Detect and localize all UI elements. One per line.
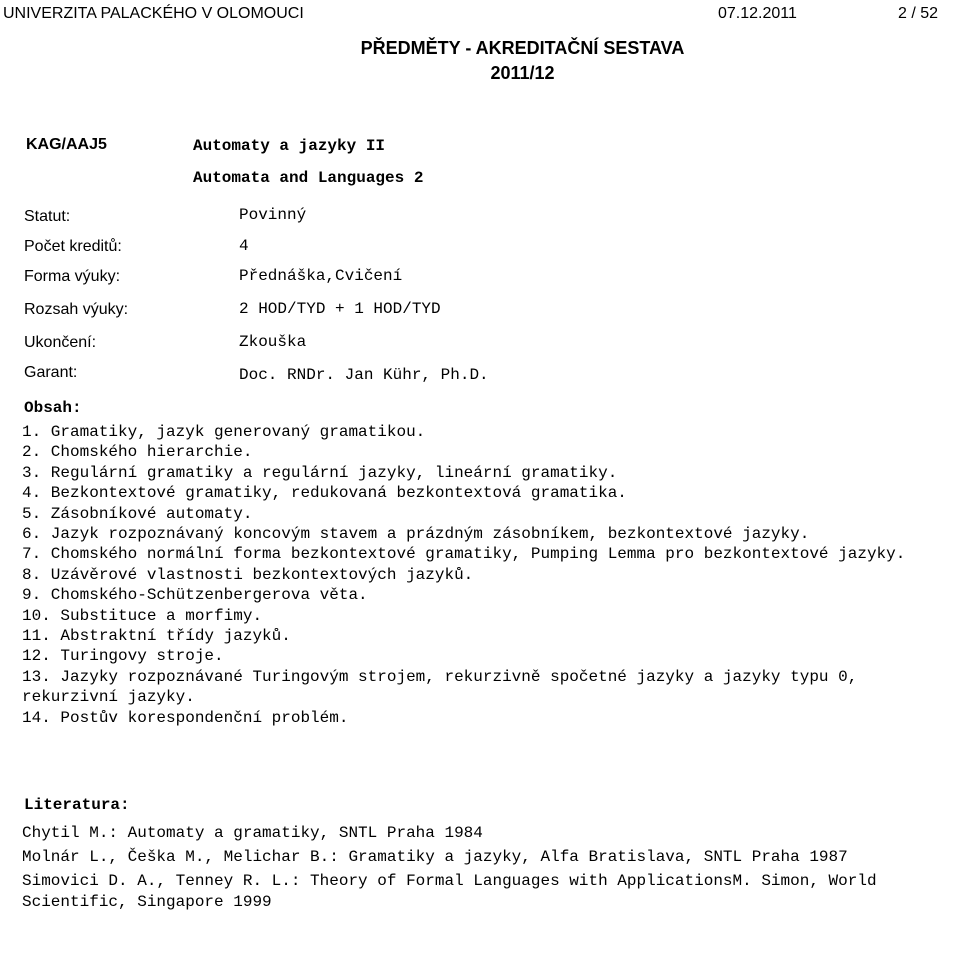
course-name-cz: Automaty a jazyky II bbox=[193, 137, 386, 155]
literature-item: Chytil M.: Automaty a gramatiky, SNTL Praha 1984 bbox=[22, 824, 483, 842]
content-item: 14. Postův korespondenční problém. bbox=[22, 708, 349, 727]
page-number: 2 / 52 bbox=[898, 5, 939, 22]
field-value-form: Přednáška,Cvičení bbox=[239, 267, 403, 285]
field-label-completion: Ukončení: bbox=[24, 334, 97, 351]
content-heading: Obsah: bbox=[24, 399, 82, 417]
report-title: PŘEDMĚTY - AKREDITAČNÍ SESTAVA bbox=[360, 38, 685, 58]
content-item: 7. Chomského normální forma bezkontextové gramatiky, Pumping Lemma pro bezkontextové jazyky. bbox=[22, 545, 906, 564]
field-value-guarantor: Doc. RNDr. Jan Kühr, Ph.D. bbox=[239, 366, 489, 384]
course-code: KAG/AAJ5 bbox=[26, 136, 107, 153]
content-item: 1. Gramatiky, jazyk generovaný gramatikou. bbox=[22, 423, 426, 441]
content-item: 3. Regulární gramatiky a regulární jazyky, lineární gramatiky. bbox=[22, 463, 618, 482]
field-label-scope: Rozsah výuky: bbox=[24, 301, 129, 318]
field-label-form: Forma výuky: bbox=[24, 268, 121, 285]
content-item: 4. Bezkontextové gramatiky, redukovaná bezkontextová gramatika. bbox=[22, 484, 627, 503]
content-list bbox=[22, 422, 922, 728]
content-item: 2. Chomského hierarchie. bbox=[22, 443, 253, 462]
report-date: 07.12.2011 bbox=[718, 5, 797, 22]
field-value-completion: Zkouška bbox=[239, 333, 307, 351]
field-value-scope: 2 HOD/TYD + 1 HOD/TYD bbox=[239, 300, 441, 318]
content-item: 8. Uzávěrové vlastnosti bezkontextových jazyků. bbox=[22, 565, 474, 584]
academic-year: 2011/12 bbox=[490, 63, 555, 83]
university-name: UNIVERZITA PALACKÉHO V OLOMOUCI bbox=[3, 5, 304, 22]
literature-list bbox=[22, 823, 922, 916]
field-value-credits: 4 bbox=[239, 237, 249, 255]
literature-heading: Literatura: bbox=[24, 796, 130, 814]
content-item: 10. Substituce a morfimy. bbox=[22, 606, 263, 625]
literature-item: Simovici D. A., Tenney R. L.: Theory of Formal Languages with ApplicationsM. Simon, World Scientific, Singapore 1999 bbox=[22, 872, 887, 911]
content-item: 6. Jazyk rozpoznávaný koncovým stavem a prázdným zásobníkem, bezkontextové jazyky. bbox=[22, 525, 810, 544]
content-item: 13. Jazyky rozpoznávané Turingovým strojem, rekurzivně spočetné jazyky a jazyky typu 0, rekurzivní jazyky. bbox=[22, 667, 867, 707]
content-item: 9. Chomského-Schützenbergerova věta. bbox=[22, 586, 368, 605]
content-item: 5. Zásobníkové automaty. bbox=[22, 504, 253, 523]
content-item: 12. Turingovy stroje. bbox=[22, 647, 224, 666]
course-name-en: Automata and Languages 2 bbox=[193, 169, 424, 187]
literature-item: Molnár L., Češka M., Melichar B.: Gramatiky a jazyky, Alfa Bratislava, SNTL Praha 1987 bbox=[22, 848, 848, 866]
field-label-guarantor: Garant: bbox=[24, 364, 78, 381]
field-value-status: Povinný bbox=[239, 206, 307, 224]
content-item: 11. Abstraktní třídy jazyků. bbox=[22, 627, 291, 646]
field-label-status: Statut: bbox=[24, 208, 71, 225]
field-label-credits: Počet kreditů: bbox=[24, 238, 122, 255]
